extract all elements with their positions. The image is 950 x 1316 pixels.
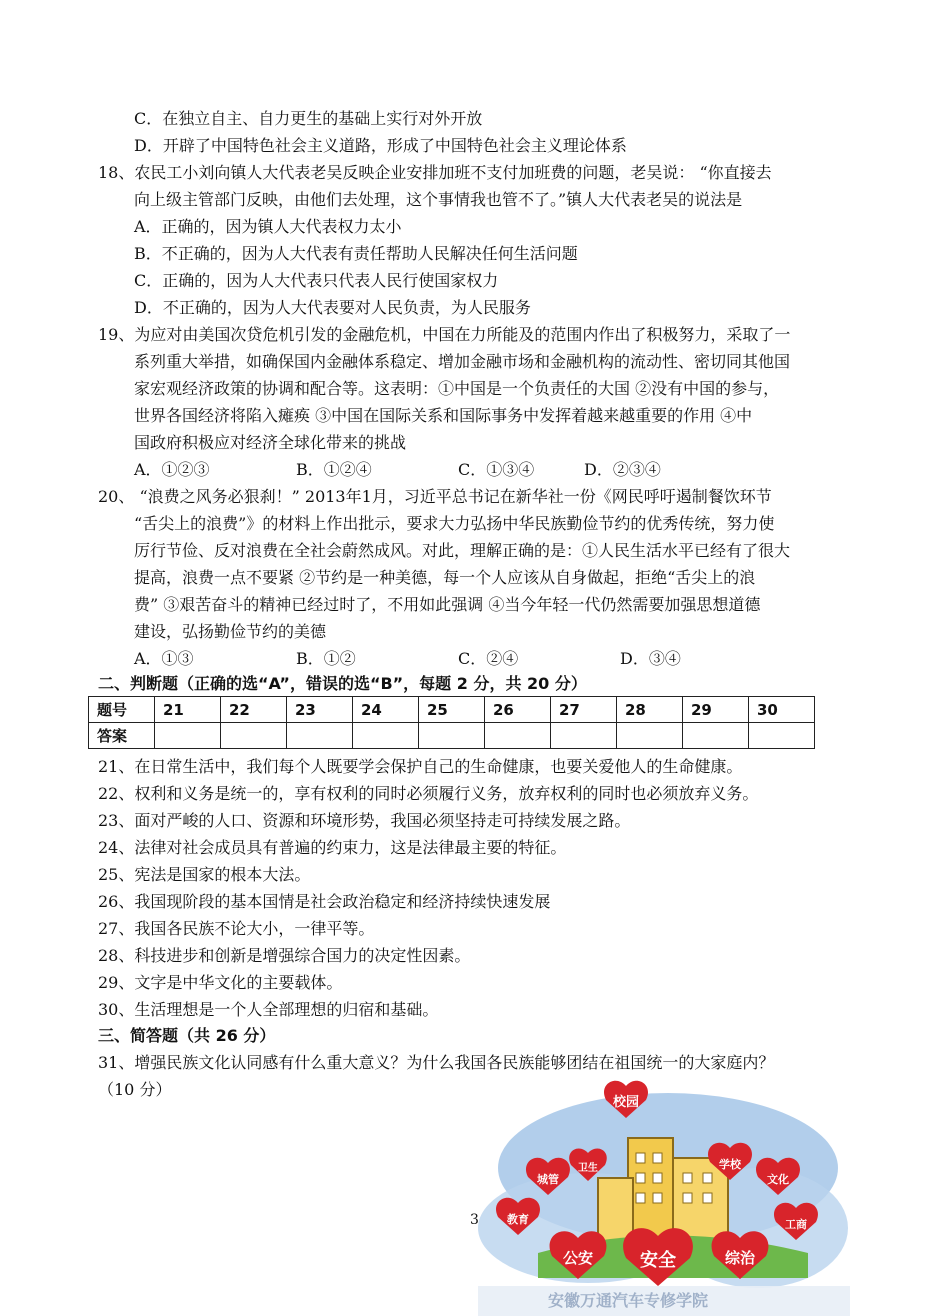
answer-table: [88, 696, 815, 749]
campus-safety-illustration: [478, 1078, 850, 1316]
judge-item: 22、权利和义务是统一的，享有权利的同时必须履行义务，放弃权利的同时也必须放弃义务。: [98, 784, 759, 803]
table-cell-number: 22: [221, 697, 287, 723]
judge-item: 26、我国现阶段的基本国情是社会政治稳定和经济持续快速发展: [98, 892, 551, 911]
q20-stem-6: 建设，弘扬勤俭节约的美德: [134, 622, 327, 641]
judge-item: 28、科技进步和创新是增强综合国力的决定性因素。: [98, 946, 471, 965]
table-cell-number: 27: [551, 697, 617, 723]
answer-cell[interactable]: [419, 723, 485, 749]
q20-option-a: A．①③: [134, 649, 194, 668]
q19-option-d: D．②③④: [584, 460, 661, 479]
answer-cell[interactable]: [485, 723, 551, 749]
q19-stem-1: 19、为应对由美国次贷危机引发的金融危机，中国在力所能及的范围内作出了积极努力，采取了一: [98, 325, 791, 344]
judge-item: 25、宪法是国家的根本大法。: [98, 865, 311, 884]
table-cell-number: 21: [155, 697, 221, 723]
q20-option-d: D．③④: [620, 649, 681, 668]
section-2-title: 二、判断题（正确的选“A”，错误的选“B”，每题 2 分，共 20 分）: [98, 674, 587, 693]
section-3-title: 三、简答题（共 26 分）: [98, 1026, 276, 1045]
answer-table-answer-row: [89, 723, 815, 749]
heart-label: 公安: [562, 1249, 594, 1267]
q18-option-a: A．正确的，因为镇人大代表权力太小: [134, 217, 402, 236]
q20-stem-5: 费” ③艰苦奋斗的精神已经过时了，不用如此强调 ④当今年轻一代仍然需要加强思想道德: [134, 595, 761, 614]
q20-options: [134, 645, 681, 672]
q31-stem-2: （10 分）: [98, 1080, 172, 1099]
q31-stem-1: 31、增强民族文化认同感有什么重大意义？为什么我国各民族能够团结在祖国统一的大家庭内？: [98, 1053, 775, 1072]
table-cell-number: 25: [419, 697, 485, 723]
heart-label: 卫生: [578, 1163, 598, 1174]
judge-item: 21、在日常生活中，我们每个人既要学会保护自己的生命健康，也要关爱他人的生命健康。: [98, 757, 743, 776]
page-number: 3: [470, 1212, 479, 1228]
q18-stem-2: 向上级主管部门反映，由他们去处理，这个事情我也管不了。”镇人大代表老吴的说法是: [134, 190, 743, 209]
heart-label: 安全: [640, 1250, 676, 1271]
q19-option-a: A．①②③: [134, 460, 210, 479]
q20-stem-2: “舌尖上的浪费”》的材料上作出批示，要求大力弘扬中华民族勤俭节约的优秀传统，努力使: [134, 514, 775, 533]
q19-option-b: B．①②④: [296, 460, 372, 479]
judge-item: 30、生活理想是一个人全部理想的归宿和基础。: [98, 1000, 439, 1019]
table-label-number: 题号: [89, 697, 155, 723]
judge-item: 29、文字是中华文化的主要载体。: [98, 973, 343, 992]
q20-stem-3: 厉行节俭、反对浪费在全社会蔚然成风。对此，理解正确的是：①人民生活水平已经有了很大: [134, 541, 791, 560]
table-cell-number: 23: [287, 697, 353, 723]
q20-option-c: C．②④: [458, 649, 519, 668]
answer-cell[interactable]: [749, 723, 815, 749]
heart-label: 文化: [767, 1173, 789, 1186]
q19-option-c: C．①③④: [458, 460, 535, 479]
answer-cell[interactable]: [617, 723, 683, 749]
table-cell-number: 29: [683, 697, 749, 723]
heart-label: 校园: [612, 1095, 640, 1110]
judge-item: 23、面对严峻的人口、资源和环境形势，我国必须坚持走可持续发展之路。: [98, 811, 631, 830]
answer-cell[interactable]: [683, 723, 749, 749]
q20-option-b: B．①②: [296, 649, 356, 668]
heart-label: 教育: [507, 1213, 529, 1226]
table-label-answer: 答案: [89, 723, 155, 749]
q18-option-c: C．正确的，因为人大代表只代表人民行使国家权力: [134, 271, 499, 290]
q17-option-c: C．在独立自主、自力更生的基础上实行对外开放: [134, 109, 483, 128]
q20-stem-4: 提高，浪费一点不要紧 ②节约是一种美德，每一个人应该从自身做起，拒绝“舌尖上的浪: [134, 568, 756, 587]
answer-cell[interactable]: [155, 723, 221, 749]
heart-label: 综治: [724, 1249, 756, 1267]
heart-label: 学校: [719, 1158, 741, 1171]
table-cell-number: 26: [485, 697, 551, 723]
q19-stem-5: 国政府积极应对经济全球化带来的挑战: [134, 433, 407, 452]
q19-stem-3: 家宏观经济政策的协调和配合等。这表明：①中国是一个负责任的大国 ②没有中国的参与，: [134, 379, 780, 398]
q20-stem-1: 20、 “浪费之风务必狠刹！” 2013年1月，习近平总书记在新华社一份《网民呼吁遏制餐饮环节: [98, 487, 772, 506]
q18-option-d: D．不正确的，因为人大代表要对人民负责，为人民服务: [134, 298, 531, 317]
judge-item: 24、法律对社会成员具有普遍的约束力，这是法律最主要的特征。: [98, 838, 567, 857]
table-cell-number: 30: [749, 697, 815, 723]
q17-option-d: D．开辟了中国特色社会主义道路，形成了中国特色社会主义理论体系: [134, 136, 627, 155]
table-cell-number: 28: [617, 697, 683, 723]
judge-item: 27、我国各民族不论大小，一律平等。: [98, 919, 375, 938]
table-cell-number: 24: [353, 697, 419, 723]
q18-stem-1: 18、农民工小刘向镇人大代表老吴反映企业安排加班不支付加班费的问题，老吴说： “你直接去: [98, 163, 772, 182]
answer-cell[interactable]: [287, 723, 353, 749]
answer-cell[interactable]: [221, 723, 287, 749]
answer-cell[interactable]: [353, 723, 419, 749]
q19-stem-2: 系列重大举措，如确保国内金融体系稳定、增加金融市场和金融机构的流动性、密切同其他国: [134, 352, 791, 371]
heart-label: 城管: [537, 1173, 559, 1186]
q18-option-b: B．不正确的，因为人大代表有责任帮助人民解决任何生活问题: [134, 244, 578, 263]
answer-table-header-row: [89, 697, 815, 723]
watermark-text: 安徽万通汽车专修学院: [548, 1291, 709, 1310]
answer-cell[interactable]: [551, 723, 617, 749]
q19-stem-4: 世界各国经济将陷入瘫痪 ③中国在国际关系和国际事务中发挥着越来越重要的作用 ④中: [134, 406, 753, 425]
q19-options: [134, 456, 661, 483]
heart-label: 工商: [785, 1218, 807, 1231]
